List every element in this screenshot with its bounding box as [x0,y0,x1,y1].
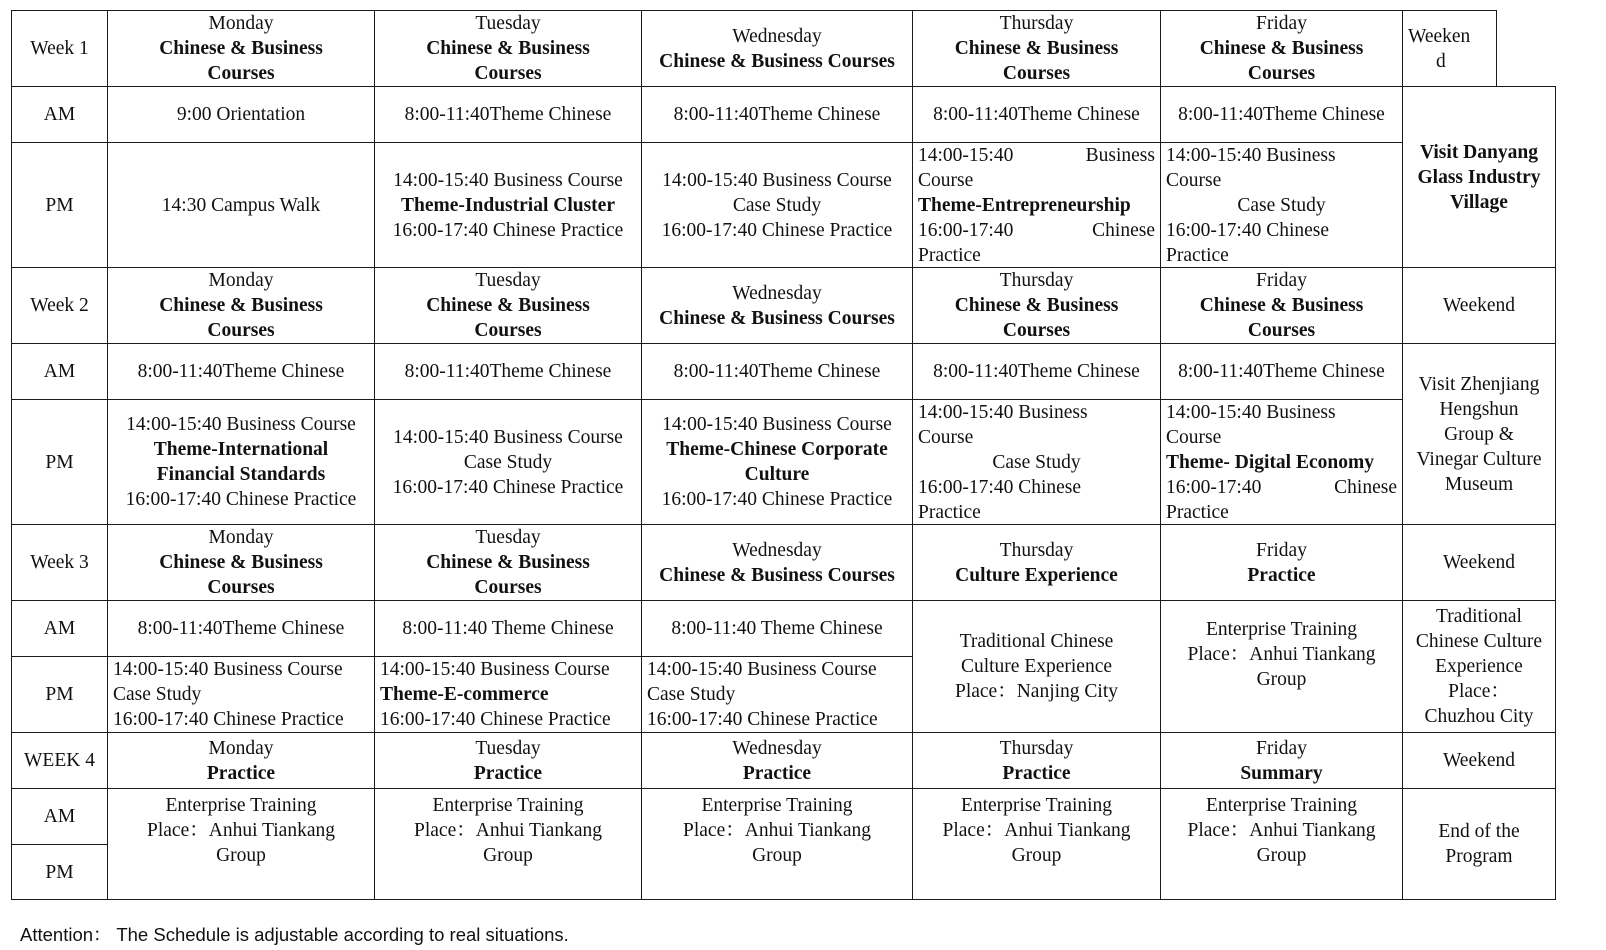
week1-am-thu: 8:00-11:40Theme Chinese [912,86,1161,143]
week1-header-fri: Friday Chinese & Business Courses [1160,10,1403,87]
week1-pm-thu: 14:00-15:40 Business Course Theme-Entrepreneurship 16:00-17:40 Chinese Practice [912,142,1161,268]
week4-pm-label: PM [11,844,108,900]
week2-pm-wed: 14:00-15:40 Business Course Theme-Chinese Corporate Culture 16:00-17:40 Chinese Practice [641,399,913,525]
week4-thu-training: Enterprise Training Place：Anhui Tiankang Group [912,788,1161,900]
week1-header-wed: Wednesday Chinese & Business Courses [641,10,913,87]
week2-pm-thu: 14:00-15:40 Business Course Case Study 16:00-17:40 Chinese Practice [912,399,1161,525]
week2-header-fri: Friday Chinese & Business Courses [1160,267,1403,344]
week2-am-label: AM [11,343,108,400]
week1-am-fri: 8:00-11:40Theme Chinese [1160,86,1403,143]
week3-label: Week 3 [11,524,108,601]
week2-header-mon: Monday Chinese & Business Courses [107,267,375,344]
week1-am-tue: 8:00-11:40Theme Chinese [374,86,642,143]
week3-header-wed: Wednesday Chinese & Business Courses [641,524,913,601]
week3-header-thu: Thursday Culture Experience [912,524,1161,601]
week1-header-weekend: Weeken d [1402,10,1497,87]
week2-header-tue: Tuesday Chinese & Business Courses [374,267,642,344]
week3-header-mon: Monday Chinese & Business Courses [107,524,375,601]
week1-am-mon: 9:00 Orientation [107,86,375,143]
week3-thu-culture: Traditional Chinese Culture Experience Place：Nanjing City [912,600,1161,733]
week2-pm-fri: 14:00-15:40 Business Course Theme- Digital Economy 16:00-17:40 Chinese Practice [1160,399,1403,525]
week1-pm-label: PM [11,142,108,268]
week1-label: Week 1 [11,10,108,87]
week3-pm-tue: 14:00-15:40 Business Course Theme-E-commerce 16:00-17:40 Chinese Practice [374,656,642,733]
week3-header-weekend: Weekend [1402,524,1556,601]
week4-header-mon: Monday Practice [107,732,375,789]
week4-header-fri: Friday Summary [1160,732,1403,789]
week3-header-tue: Tuesday Chinese & Business Courses [374,524,642,601]
week3-fri-training: Enterprise Training Place：Anhui Tiankang Group [1160,600,1403,733]
week3-pm-label: PM [11,656,108,733]
attention-note: Attention： The Schedule is adjustable according to real situations. [20,924,569,945]
week2-pm-mon: 14:00-15:40 Business Course Theme-International Financial Standards 16:00-17:40 Chinese Practice [107,399,375,525]
week1-header-mon: Monday Chinese & Business Courses [107,10,375,87]
week2-pm-tue: 14:00-15:40 Business Course Case Study 16:00-17:40 Chinese Practice [374,399,642,525]
week2-weekend-activity: Visit Zhenjiang Hengshun Group & Vinegar Culture Museum [1402,343,1556,525]
week4-wed-training: Enterprise Training Place：Anhui Tiankang Group [641,788,913,900]
week2-am-fri: 8:00-11:40Theme Chinese [1160,343,1403,400]
week4-weekend-end: End of the Program [1402,788,1556,900]
week3-header-fri: Friday Practice [1160,524,1403,601]
week1-pm-tue: 14:00-15:40 Business Course Theme-Industrial Cluster 16:00-17:40 Chinese Practice [374,142,642,268]
week2-pm-label: PM [11,399,108,525]
week4-header-tue: Tuesday Practice [374,732,642,789]
week1-pm-mon: 14:30 Campus Walk [107,142,375,268]
week2-am-mon: 8:00-11:40Theme Chinese [107,343,375,400]
week3-pm-mon: 14:00-15:40 Business Course Case Study 16:00-17:40 Chinese Practice [107,656,375,733]
week3-pm-wed: 14:00-15:40 Business Course Case Study 16:00-17:40 Chinese Practice [641,656,913,733]
week1-weekend-activity: Visit Danyang Glass Industry Village [1402,86,1556,268]
week4-tue-training: Enterprise Training Place：Anhui Tiankang Group [374,788,642,900]
week2-am-wed: 8:00-11:40Theme Chinese [641,343,913,400]
week3-am-wed: 8:00-11:40 Theme Chinese [641,600,913,657]
week1-pm-wed: 14:00-15:40 Business Course Case Study 16:00-17:40 Chinese Practice [641,142,913,268]
week3-am-label: AM [11,600,108,657]
week1-am-wed: 8:00-11:40Theme Chinese [641,86,913,143]
week2-header-wed: Wednesday Chinese & Business Courses [641,267,913,344]
week4-am-label: AM [11,788,108,845]
week4-header-wed: Wednesday Practice [641,732,913,789]
week4-fri-training: Enterprise Training Place：Anhui Tiankang Group [1160,788,1403,900]
week1-pm-fri: 14:00-15:40 Business Course Case Study 16:00-17:40 Chinese Practice [1160,142,1403,268]
week1-header-thu: Thursday Chinese & Business Courses [912,10,1161,87]
week3-am-mon: 8:00-11:40Theme Chinese [107,600,375,657]
week4-header-weekend: Weekend [1402,732,1556,789]
week4-label: WEEK 4 [11,732,108,789]
week3-weekend-activity: Traditional Chinese Culture Experience Place： Chuzhou City [1402,600,1556,733]
week4-header-thu: Thursday Practice [912,732,1161,789]
week1-am-label: AM [11,86,108,143]
week2-am-tue: 8:00-11:40Theme Chinese [374,343,642,400]
week2-label: Week 2 [11,267,108,344]
week4-mon-training: Enterprise Training Place：Anhui Tiankang Group [107,788,375,900]
week2-header-weekend: Weekend [1402,267,1556,344]
week2-am-thu: 8:00-11:40Theme Chinese [912,343,1161,400]
week1-header-tue: Tuesday Chinese & Business Courses [374,10,642,87]
week2-header-thu: Thursday Chinese & Business Courses [912,267,1161,344]
week3-am-tue: 8:00-11:40 Theme Chinese [374,600,642,657]
